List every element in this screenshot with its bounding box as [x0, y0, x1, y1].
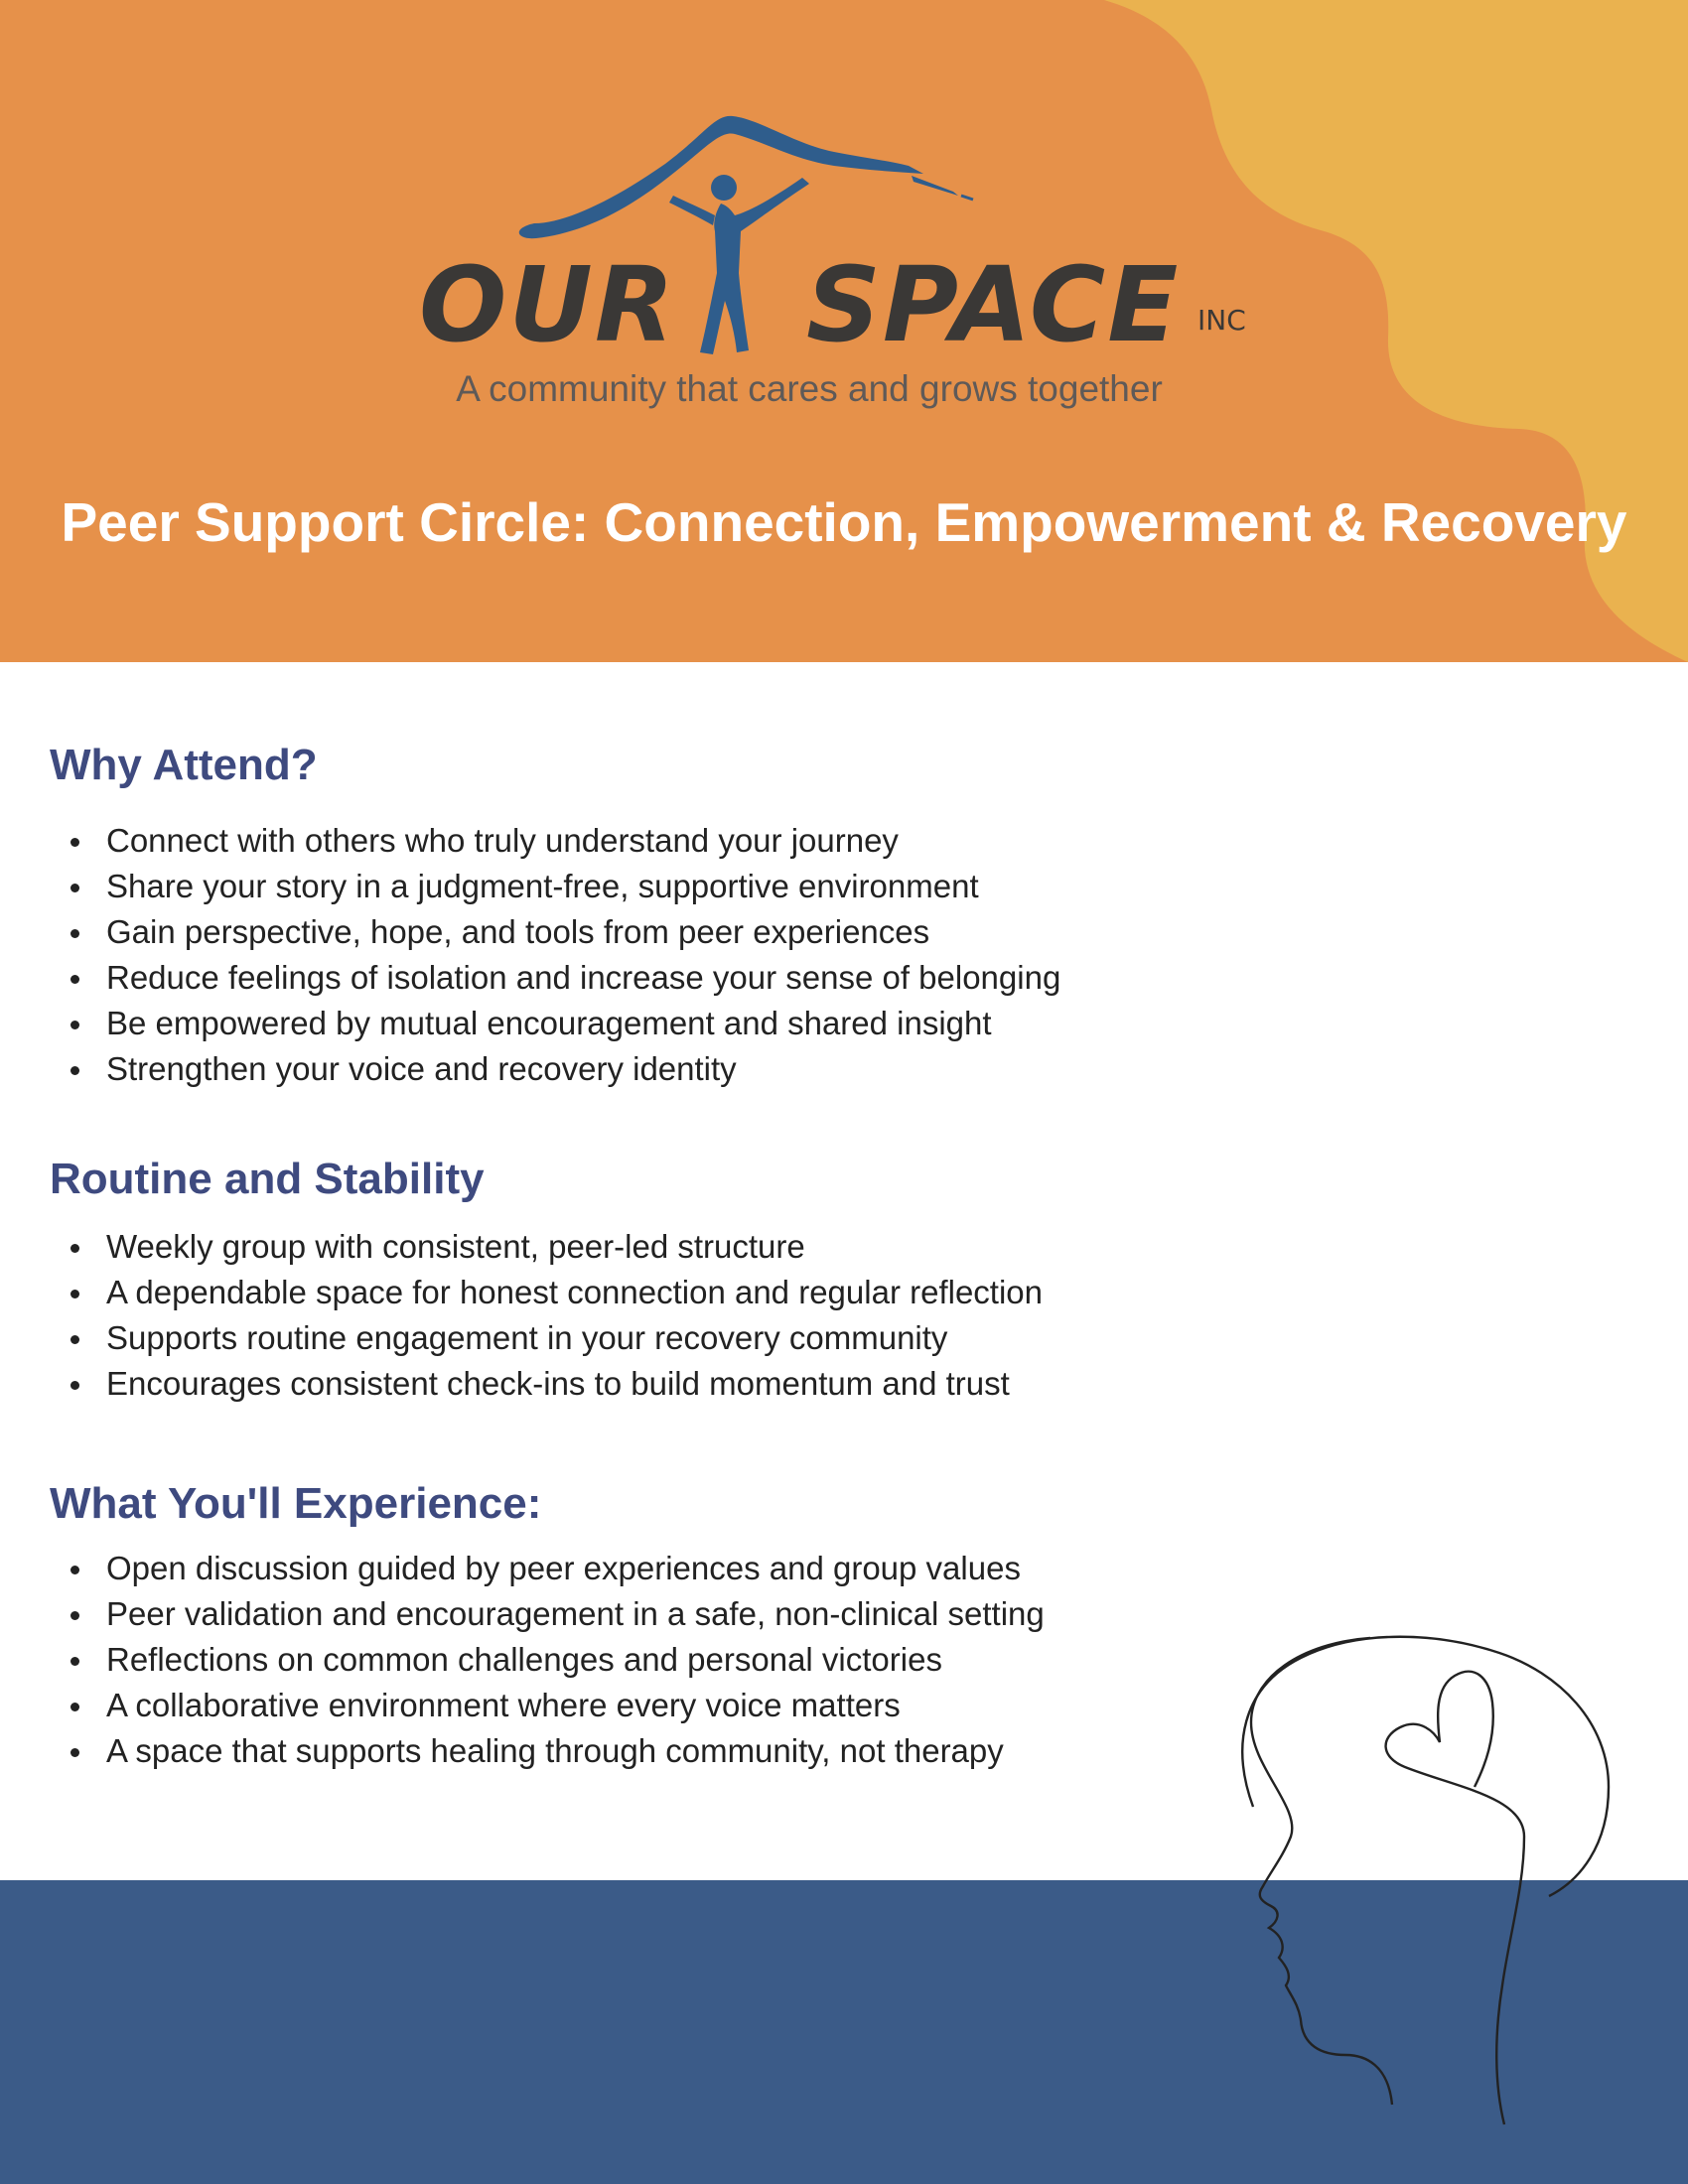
- heart-line: [1386, 1672, 1524, 2124]
- routine-list: [50, 1224, 1043, 1407]
- logo-word-space: SPACE: [806, 244, 1181, 365]
- experience-list: [50, 1546, 1045, 1774]
- person-figure-icon: [669, 175, 809, 354]
- list-item: Reduce feelings of isolation and increase your sense of belonging: [50, 955, 1060, 1001]
- list-item: Open discussion guided by peer experiences and group values: [50, 1546, 1045, 1591]
- list-item: A space that supports healing through community, not therapy: [50, 1728, 1045, 1774]
- head-outline: [1251, 1638, 1392, 2105]
- head-top: [1242, 1637, 1609, 1896]
- list-item: A dependable space for honest connection and regular reflection: [50, 1270, 1043, 1315]
- logo-word-our: OUR: [419, 244, 676, 365]
- head-heart-line-art-icon: [1192, 1628, 1648, 2164]
- list-item: Connect with others who truly understand your journey: [50, 818, 1060, 864]
- list-item: Strengthen your voice and recovery identity: [50, 1046, 1060, 1092]
- list-item: Weekly group with consistent, peer-led structure: [50, 1224, 1043, 1270]
- list-item: A collaborative environment where every voice matters: [50, 1683, 1045, 1728]
- section-heading-experience: What You'll Experience:: [50, 1479, 542, 1528]
- why-attend-list: [50, 818, 1060, 1092]
- logo-tagline: A community that cares and grows together: [456, 368, 1163, 409]
- our-space-logo: [417, 104, 1291, 422]
- list-item: Encourages consistent check-ins to build momentum and trust: [50, 1361, 1043, 1407]
- list-item: Be empowered by mutual encouragement and shared insight: [50, 1001, 1060, 1046]
- header-banner: [0, 0, 1688, 662]
- list-item: Gain perspective, hope, and tools from peer experiences: [50, 909, 1060, 955]
- page-title: Peer Support Circle: Connection, Empowerment & Recovery: [61, 490, 1627, 553]
- section-heading-routine: Routine and Stability: [50, 1155, 485, 1203]
- list-item: Supports routine engagement in your recovery community: [50, 1315, 1043, 1361]
- list-item: Share your story in a judgment-free, supportive environment: [50, 864, 1060, 909]
- section-heading-why-attend: Why Attend?: [50, 741, 318, 789]
- logo-inc: INC: [1197, 304, 1246, 337]
- list-item: Peer validation and encouragement in a safe, non-clinical setting: [50, 1591, 1045, 1637]
- roof-dash-icon: [961, 196, 973, 200]
- roof-tail-icon: [912, 176, 958, 196]
- list-item: Reflections on common challenges and personal victories: [50, 1637, 1045, 1683]
